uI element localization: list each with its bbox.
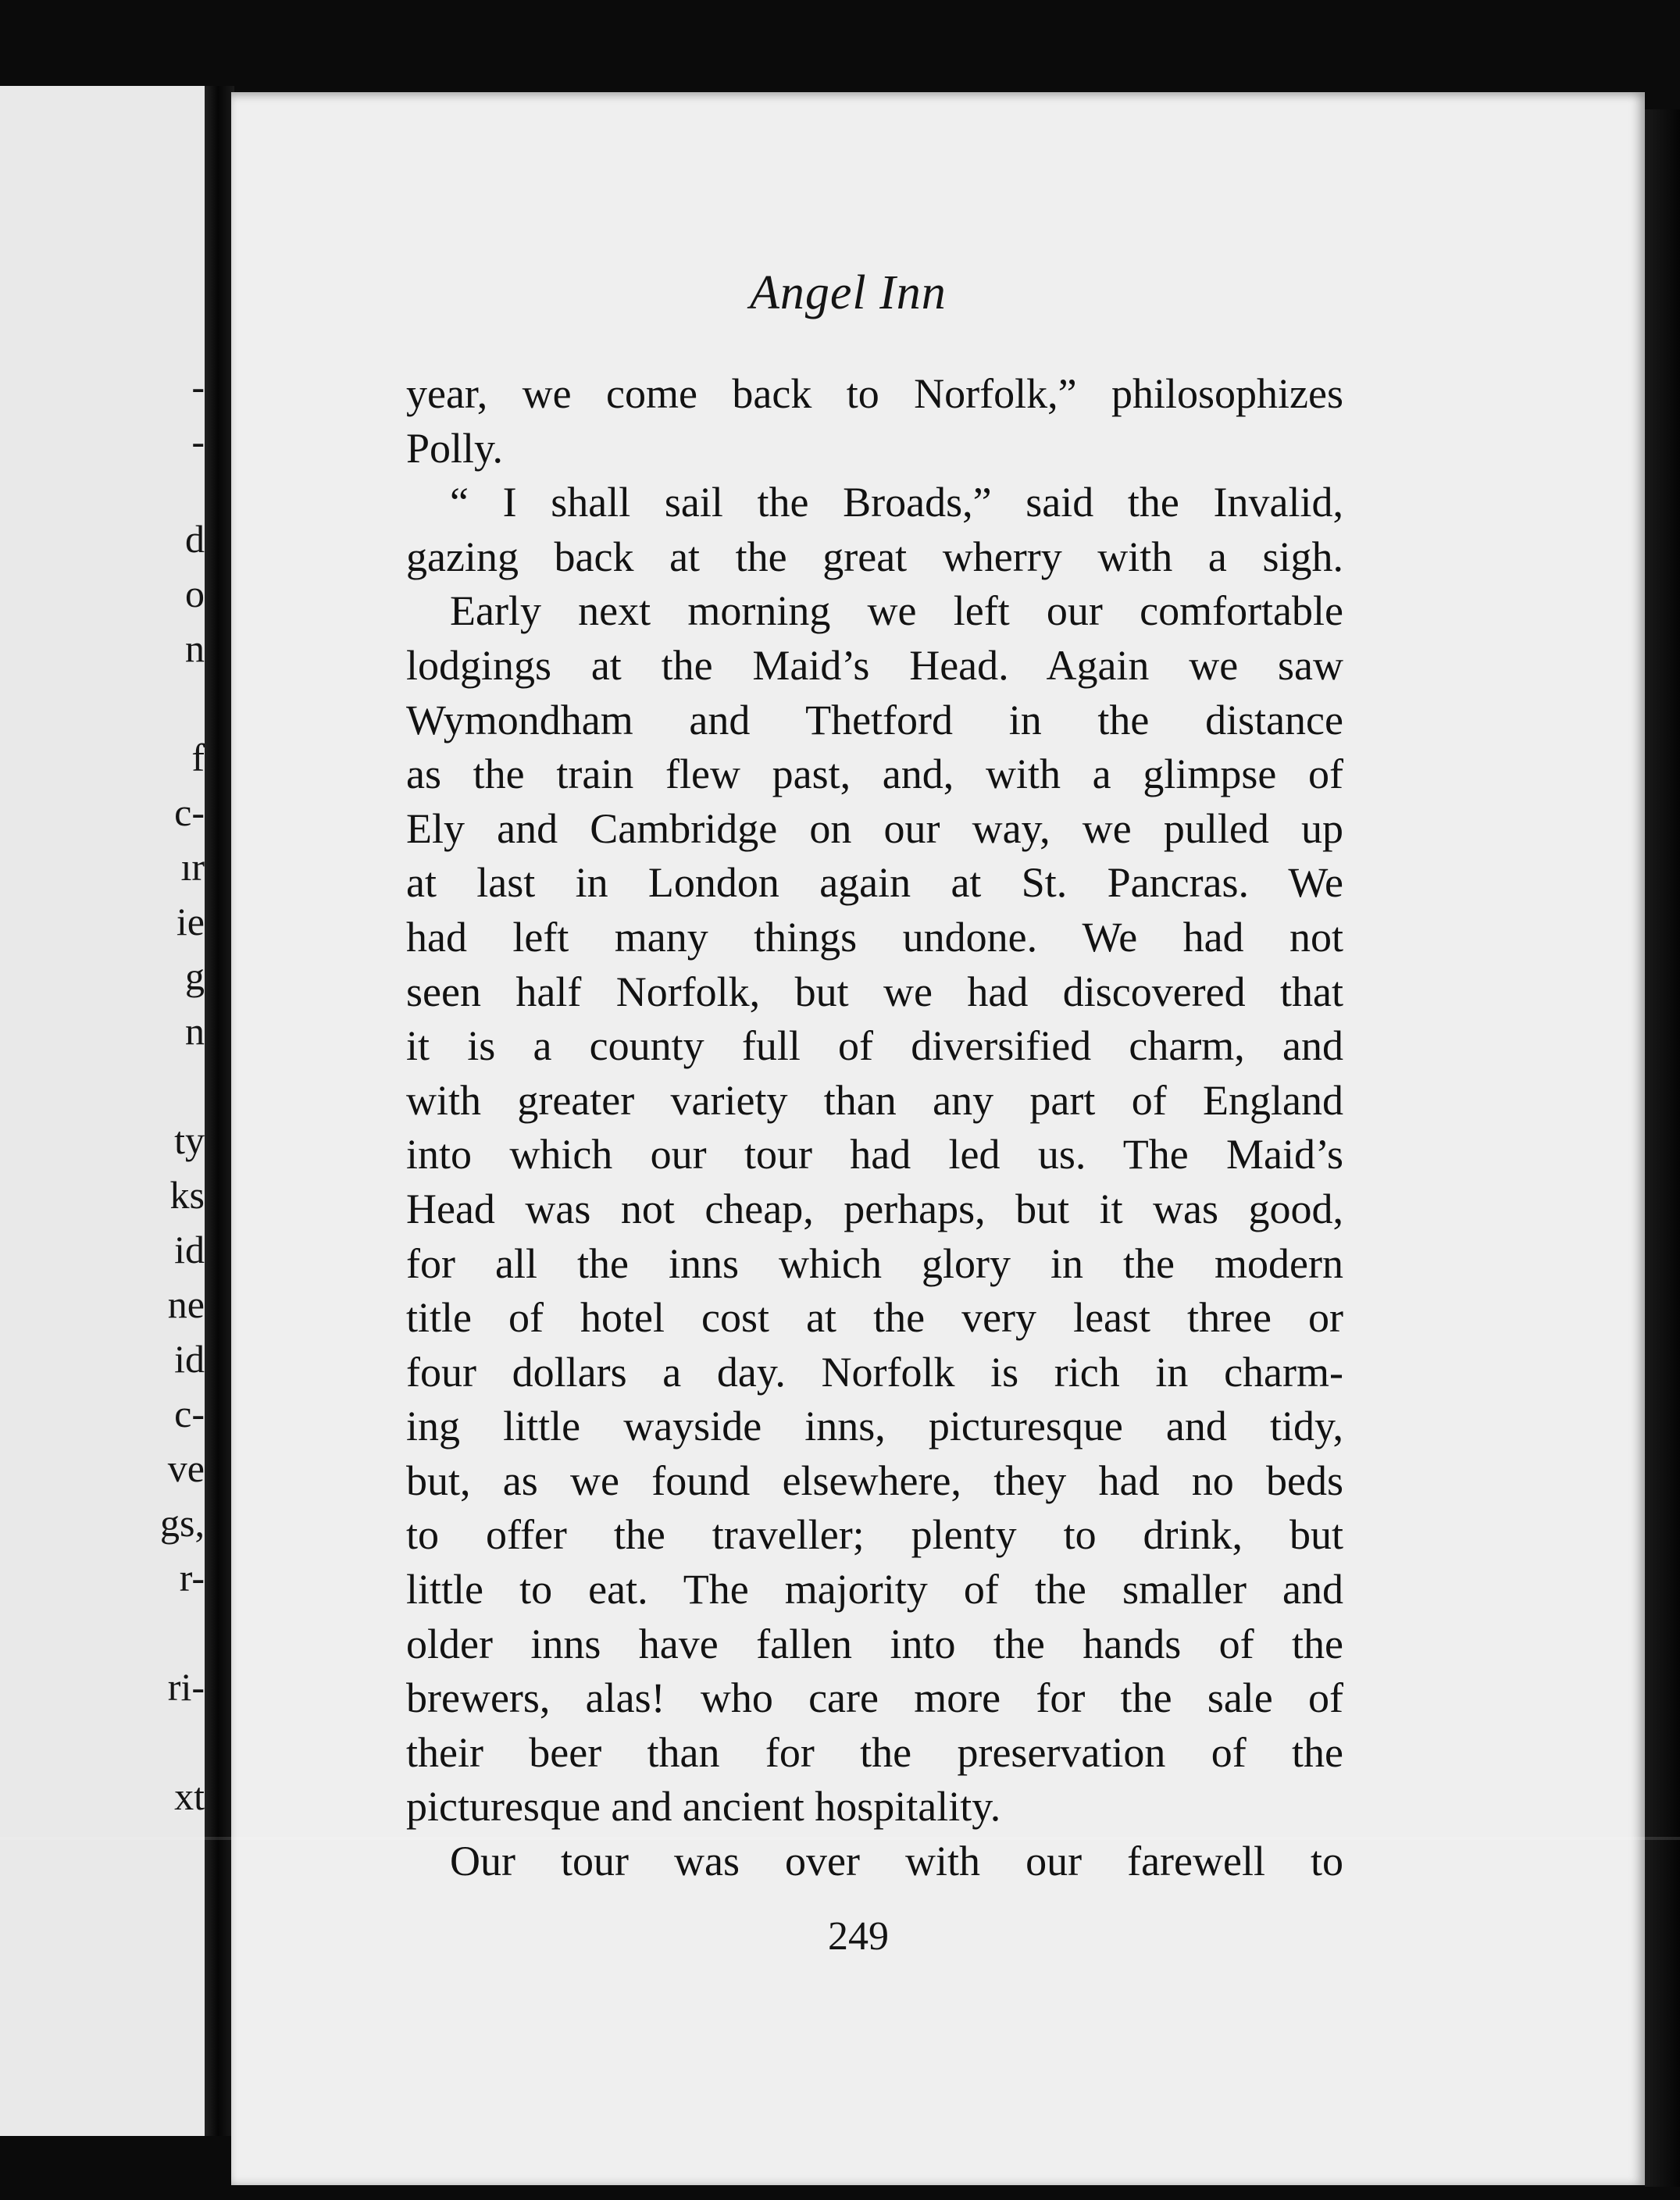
text-line: for all the inns which glory in the modern: [406, 1239, 1343, 1287]
text-line: Head was not cheap, perhaps, but it was good,: [406, 1185, 1343, 1232]
page-edge-shadow: [1645, 109, 1680, 2187]
text-line: picturesque and ancient hospitality.: [406, 1783, 1001, 1831]
text-line: at last in London again at St. Pancras. We: [406, 859, 1343, 907]
left-margin-fragment: c-: [174, 790, 205, 834]
text-line: Early next morning we left our comfortable: [450, 587, 1343, 635]
left-margin-fragment: xt: [174, 1774, 205, 1818]
left-margin-fragment: id: [174, 1228, 205, 1271]
text-line: “ I shall sail the Broads,” said the Invalid,: [450, 479, 1343, 526]
left-margin-fragment: gs,: [160, 1501, 205, 1545]
left-margin-fragment: r-: [179, 1556, 205, 1599]
body-text: [406, 367, 1343, 1889]
left-margin-fragment: f: [191, 736, 205, 779]
text-line: had left many things undone. We had not: [406, 913, 1343, 961]
text-line: as the train flew past, and, with a glimpse of: [406, 751, 1343, 798]
text-line: brewers, alas! who care more for the sale of: [406, 1674, 1343, 1722]
text-line: gazing back at the great wherry with a sigh.: [406, 533, 1343, 580]
text-line: to offer the traveller; plenty to drink, but: [406, 1511, 1343, 1559]
left-margin-fragment: n: [185, 1009, 205, 1053]
text-line: year, we come back to Norfolk,” philosophizes: [406, 370, 1343, 417]
text-line: their beer than for the preservation of the: [406, 1728, 1343, 1776]
text-line: Polly.: [406, 424, 504, 472]
scan-line-artifact: [0, 1837, 1680, 1840]
text-line: it is a county full of diversified charm, and: [406, 1022, 1343, 1070]
left-margin-fragment: -: [191, 419, 205, 463]
text-line: lodgings at the Maid’s Head. Again we saw: [406, 641, 1343, 689]
left-margin-fragment: ks: [169, 1173, 205, 1217]
text-line: ing little wayside inns, picturesque and tidy,: [406, 1403, 1343, 1450]
book-gutter: [205, 86, 234, 2136]
text-line: with greater variety than any part of England: [406, 1076, 1343, 1124]
left-margin-fragment: ve: [167, 1446, 205, 1490]
text-line: little to eat. The majority of the smaller and: [406, 1566, 1343, 1613]
left-margin-fragment: n: [185, 626, 205, 670]
text-line: Ely and Cambridge on our way, we pulled up: [406, 804, 1343, 852]
text-line: but, as we found elsewhere, they had no beds: [406, 1457, 1343, 1504]
left-margin-fragment: ie: [176, 900, 205, 943]
text-line: older inns have fallen into the hands of the: [406, 1620, 1343, 1667]
text-line: four dollars a day. Norfolk is rich in charm-: [406, 1348, 1343, 1396]
left-facing-page: [0, 86, 209, 2136]
left-margin-fragment: o: [185, 572, 205, 615]
left-margin-fragment: ne: [167, 1282, 205, 1326]
left-margin-fragment: d: [185, 517, 205, 561]
left-margin-fragment: ır: [180, 845, 205, 889]
left-margin-fragment: ri-: [167, 1665, 205, 1709]
left-margin-fragment: g: [185, 954, 205, 998]
text-line: title of hotel cost at the very least three or: [406, 1294, 1343, 1342]
left-margin-fragment: ty: [174, 1118, 205, 1162]
text-line: Our tour was over with our farewell to: [450, 1838, 1343, 1885]
left-margin-fragment: -: [191, 365, 205, 408]
text-line: into which our tour had led us. The Maid’s: [406, 1131, 1343, 1178]
left-margin-fragment: id: [174, 1337, 205, 1381]
left-margin-fragment: c-: [174, 1392, 205, 1435]
running-header: Angel Inn: [750, 266, 947, 319]
page-number: 249: [828, 1914, 889, 1959]
text-line: Wymondham and Thetford in the distance: [406, 696, 1343, 743]
text-line: seen half Norfolk, but we had discovered that: [406, 968, 1343, 1015]
